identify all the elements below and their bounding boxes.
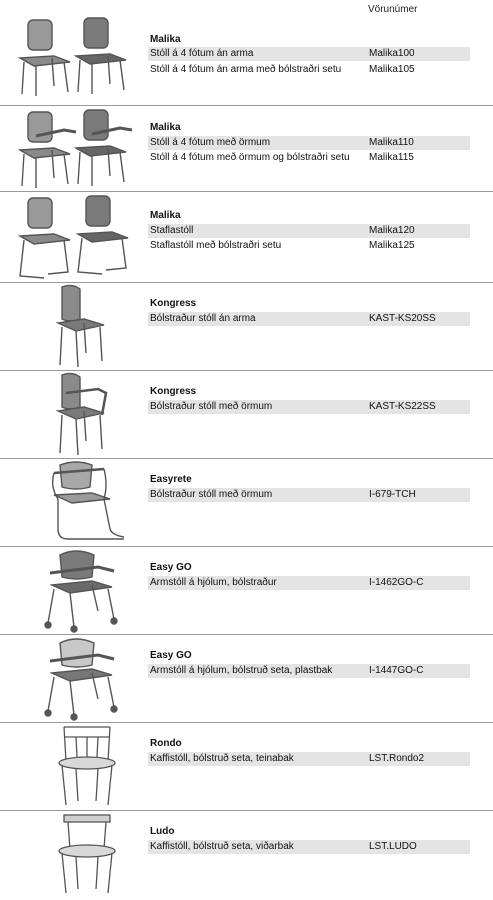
product-image-easyrete [14,459,142,545]
product-row [148,400,470,414]
product-description: Kaffistóll, bólstruð seta, viðarbak [150,841,294,852]
product-image-kongress-arms [14,371,142,457]
product-image-rondo [14,723,142,809]
product-description: Staflastóll [150,225,194,236]
product-name: Kongress [150,298,197,309]
product-image-ludo [14,811,142,897]
product-description: Bólstraður stóll með örmum [150,489,273,500]
product-row [148,488,470,502]
product-row [148,664,470,678]
product-code: Malika105 [369,64,415,75]
product-section-kongress-20 [0,283,493,369]
product-row [148,136,470,150]
product-section-easyrete [0,459,493,545]
product-image-easy-go [14,547,142,633]
product-name: Kongress [150,386,197,397]
column-header-product-number: Vörunúmer [368,4,418,15]
product-description: Stóll á 4 fótum með örmum og bólstraðri setu [150,152,350,163]
product-code: LST.LUDO [369,841,417,852]
product-description: Armstóll á hjólum, bólstruð seta, plastbak [150,665,333,676]
product-code: I-1462GO-C [369,577,424,588]
product-image-easy-go-plastic [14,635,142,721]
product-name: Rondo [150,738,182,749]
product-row [148,239,470,253]
product-code: I-1447GO-C [369,665,424,676]
product-section-ludo [0,811,493,897]
product-section-easy-go-1462 [0,547,493,633]
product-name: Malika [150,122,181,133]
product-row [148,63,470,77]
product-name: Ludo [150,826,175,837]
product-name: Malika [150,210,181,221]
product-image-kongress [14,283,142,369]
product-code: KAST-KS22SS [369,401,436,412]
product-image-malika-4-legs [14,16,142,98]
product-section-malika-110 [0,106,493,190]
product-code: Malika120 [369,225,415,236]
product-row [148,224,470,238]
product-row [148,752,470,766]
product-code: Malika125 [369,240,415,251]
product-code: Malika115 [369,152,414,163]
product-code: KAST-KS20SS [369,313,436,324]
product-row [148,312,470,326]
product-name: Easy GO [150,562,192,573]
product-section-kongress-22 [0,371,493,457]
product-description: Stóll á 4 fótum með örmum [150,137,271,148]
product-row [148,840,470,854]
product-section-malika-100 [0,14,493,98]
product-name: Malika [150,34,181,45]
product-code: LST.Rondo2 [369,753,425,764]
product-description: Stóll á 4 fótum án arma með bólstraðri setu [150,64,342,75]
product-code: I-679-TCH [369,489,416,500]
product-description: Bólstraður stóll án arma [150,313,256,324]
product-section-malika-120 [0,192,493,280]
product-section-easy-go-1447 [0,635,493,721]
product-image-malika-stacking [14,194,142,280]
product-description: Stóll á 4 fótum án arma [150,48,254,59]
product-name: Easy GO [150,650,192,661]
product-section-rondo [0,723,493,809]
product-image-malika-arms [14,108,142,190]
product-row [148,151,470,165]
product-description: Armstóll á hjólum, bólstraður [150,577,277,588]
product-description: Kaffistóll, bólstruð seta, teinabak [150,753,294,764]
product-description: Staflastóll með bólstraðri setu [150,240,282,251]
product-code: Malika110 [369,137,414,148]
product-row [148,576,470,590]
product-description: Bólstraður stóll með örmum [150,401,273,412]
product-row [148,47,470,61]
product-code: Malika100 [369,48,415,59]
product-name: Easyrete [150,474,192,485]
